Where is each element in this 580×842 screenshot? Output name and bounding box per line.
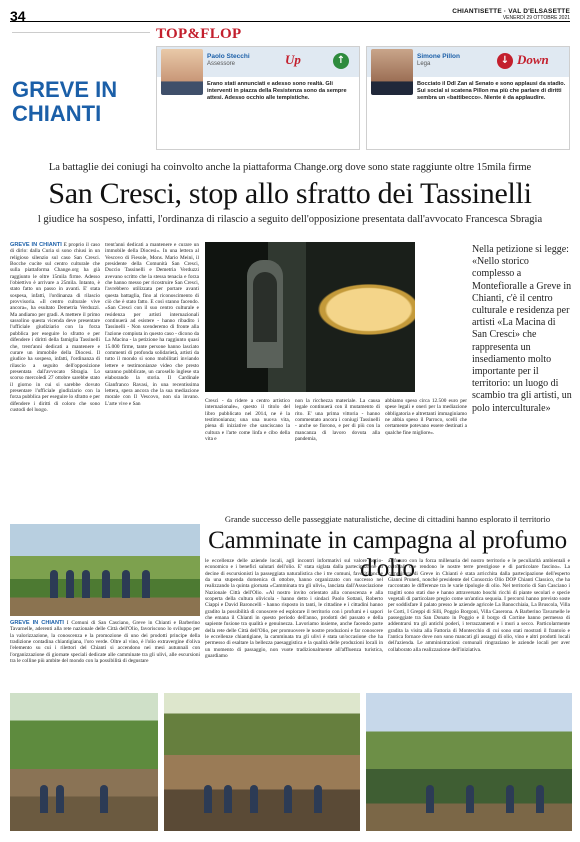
person-figure (142, 570, 150, 598)
person-name: Simone Pillon (417, 53, 460, 60)
article1-col3-text: Cresci - da ridere a centro artistico internazionale», questo il titolo del libro pubblicato nel 2014, ne è la testimonianza; una una nuova vita, piena di iniziative che sanciscano la cultura e l'arte come linfa e cibo della vita e (205, 398, 290, 443)
flop-card (366, 46, 570, 150)
publication-date: VENERDÌ 29 OTTOBRE 2021 (502, 15, 570, 21)
article1-col5-text: abbiamo speso circa 12.500 euro per spese legali e oneri per la mediazione obbligatoria e altrettanti immaginiamo ne abbia speso il Parroco, scelli che certamente potevano essere destinati a qualche fine migliore». (385, 398, 467, 436)
person-role: Assessore (207, 61, 236, 67)
person-figure (100, 785, 108, 813)
person-figure (224, 785, 232, 813)
portrait-photo (371, 49, 413, 95)
article2-col2-text: le eccellenze delle aziende locali, agli incontri informativi sul valore socio-economico e i benefici salutari dell'olio. E' stata siglata dalla partecipazione di decine di escursionisti la passeggiata naturalistica che i tre comuni, favoriti anche da una stupenda domenica di ottobre, hanno organizzato con successo nel realizzando la quinta giornata «Camminata tra gli ulivi», lanciata dall'Associazione Nazionale Città dell'Olio. «Al nostro invito orientato alla conoscenza e alla scoperta della cultura olivicola - hanno detto i sindaci Paolo Sottani, Roberto Ciappi e David Baroncelli - hanno risposto in tanti, le cittadine e i cittadini hanno gradito la possibilità di conoscere ed esplorare il territorio con i profumi e i sapori che emana il Chianti in questo periodo dell'anno, prodotti del passato e della sapiente fusione tra qualità e genuinezza. Lavoriamo insieme, anche facendo parte della rete delle Città dell'Olio, per promuovere le nostre produzioni e far conoscere le eccellenze chiantigiane, la camminata tra gli ulivi è stata un'occasione che ha permesso di esaltare la bellezza paesaggistica e la qualità delle produzioni locali in un momento di passaggio, non vuote tradizionalmente all'affluenza turistica, guardiamo (205, 558, 383, 660)
person-name: Paolo Stecchi (207, 53, 250, 60)
up-label: Up (285, 52, 301, 67)
title-amp: & (187, 26, 201, 42)
article1-column-4 (295, 398, 380, 508)
article1-col1-text: È proprio il caso di dirlo: dalla Curia si sono chiusi in un religioso silenzio sul caso San Cresci. Bocche cucite sul centro culturale che sulla piattaforma Change.org ha già raggiunto le oltre 15mila firme. Adesso l'obiettivo è arrivare a 25mila. Intanto, è stato fatto un passo in avanti. E' stata sospesa, infatti, l'ordinanza di rilascio provvisoria. «Il centro culturale vive ancora», ha esultato Demetria Verduzzi. Ma andiamo per gradi. (10, 242, 100, 318)
article2-column-2 (205, 558, 383, 690)
section-divider (12, 32, 150, 33)
section-heading (12, 78, 150, 150)
article1-column-3 (205, 398, 290, 508)
article2-col1-text: I Comuni di San Casciano, Greve in Chianti e Barberino Tavarnelle, aderenti alla rete nazionale delle Città dell'Olio, favoriscono lo sviluppo per la valorizzazione, la conoscenza e la promozione di uno dei prodotti principe della tradizione contadina chiantigiana, l'oro verde. Oltre al vino, è l'olio extravergine d'oliva l'elemento su cui i rilettori del Chianti si accendono nei mesi autunnali con l'organizzazione di giornate speciali dedicate alle camminate tra gli ulivi, alle escursioni tra le colline più ambite del mondo con la possibilità di degustare (10, 620, 200, 665)
top-flop-title (156, 26, 241, 43)
top-flop-box (156, 26, 570, 154)
article1-subhead: l giudice ha sospeso, infatti, l'ordinanza di rilascio a seguito dell'opposizione presentata dall'avvocato Francesca Sbragia (37, 214, 543, 225)
person-figure (50, 570, 58, 598)
article2-kicker: Grande successo delle passeggiate naturalistiche, decine di cittadini hanno esplorato il territorio (224, 514, 551, 524)
page-number: 34 (10, 8, 26, 24)
person-figure (204, 785, 212, 813)
arch-opening (253, 272, 277, 342)
person-figure (426, 785, 434, 813)
person-figure (506, 785, 514, 813)
olive-grove-group-photo (10, 524, 200, 616)
publication-name: CHIANTISETTE · VAL D'ELSASETTE (452, 8, 570, 15)
top-text: Erano stati annunciati e adesso sono realtà. Gli interventi in piazza della Resistenza sono da sempre attesi. Adesso occhio alle tempistiche. (207, 81, 347, 101)
article1-column-2 (105, 242, 199, 512)
dateline: GREVE IN CHIANTI (10, 620, 64, 626)
person-figure (66, 570, 74, 598)
arrow-down-icon: ↓ (497, 53, 513, 69)
article1-column-1 (10, 242, 100, 512)
person-figure (102, 570, 110, 598)
article2-col3-text: al futuro con la forza millenaria del nostro territorio e le peculiarità ambientali e culturali che rendono le nostre terre prestigiose e di particolare fascino». La camminata di Greve in Chianti è stata arricchita dalla partecipazione dell'esperto Gianni Pruneti, nonché presidente del Consorzio Olio DOP Chianti Classico, che ha raccontato le differenze tra le varie tipologie di olio. Nel territorio di San Casciano i tragitti sono stati due e hanno attraversato boschi ricchi di piante secolari e specie vegetali di particolare pregio come un'antica sequoia. I percorsi hanno previsto soste per soddisfare il palato presso le aziende agricole La Banocchiaia, La Bruscola, Villa le Corti, I Greppi di Silli, Poggio Borgoni, Villa Caserona. A Barberino Tavarnelle le passeggiate tra San Donato in Poggio e il borgo di Cortine hanno permesso di addentrarsi tra gli antichi poderi, i terrazzamenti e i muri a secco. Particolarmente gradita la visita alla Fattoria di Montecchio di cui sono stati mostrati il frantoio e l'antica fornace dove non sono mancati gli assaggi di olio, vino e altri prodotti locali dell'azienda. Le amministrazioni comunali ringraziano le aziende locali per aver collaborato alla realizzazione dell'iniziativa. (388, 558, 570, 653)
olive-trees-group-photo (164, 693, 360, 831)
person-figure (314, 785, 322, 813)
person-figure (250, 785, 258, 813)
section-title-line2: CHIANTI (12, 101, 102, 126)
article2-column-1 (10, 620, 200, 690)
title-flop: FLOP (200, 26, 242, 42)
article1-headline: San Cresci, stop allo sfratto dei Tassinelli (48, 177, 532, 210)
vineyard-walk-photo (10, 693, 158, 831)
san-cresci-photo (205, 242, 415, 392)
person-figure (536, 785, 544, 813)
top-card (156, 46, 360, 150)
article1-column-5 (385, 398, 467, 508)
person-figure (82, 570, 90, 598)
title-top: TOP (156, 26, 188, 42)
person-figure (56, 785, 64, 813)
person-figure (122, 570, 130, 598)
dateline: GREVE IN CHIANTI (10, 242, 62, 248)
person-figure (466, 785, 474, 813)
article2-column-3 (388, 558, 570, 690)
arrow-up-icon: ↑ (333, 53, 349, 69)
flop-text: Bocciato il Ddl Zan al Senato e sono applausi da stadio. Sui social si scatena Pillon ma più che parlare di diritti sembra un «battibecco». Niente è da applaudire. (417, 81, 566, 101)
masthead (452, 8, 570, 21)
article1-col2-text: trent'anni dedicati a mantenere e curare un immobile della Diocesi». In una lettera al Vescovo di Fiesole, Mons. Mario Meini, il presidente della Comunità San Cresci, Duccio Tassinelli e Demetria Verduzzi avevano scritto che la stessa tenacia e forza che hanno messo per ricostruire San Cresci, l'avrebbero utilizzata per portare avanti questa battaglia, fino al riconoscimento di ciò che è stato fatto. E così stanno facendo. «San Cresci con il suo centro culturale e residenza per artisti internazionali continuerà ad esistere - hanno ribadito i Tassinelli - Non scenderemo di fronte alla l'azione compiuta in questo caso - dicono da La Macina - la petizione ha raggiunto quasi 15.000 firme, tante persone hanno lasciato commenti di profonda solidarietà, artisti da tutto il mondo si sono mobilitati inviando lettere e testimonianze video che presto saranno pubblicate, un carosello inglese sta elaborando la storia. Il Cardinale Gianfranco Ravasi, in una recentissima lettera, spera ancora che la sua mediazione morale con Il Vescovo, non sia invano. L'arte vive e San (105, 242, 199, 407)
person-role: Lega (417, 61, 431, 67)
article1-col1-text2: A mettere il primo sassolino questa vicenda deve presentare l'ufficiale giudiziario con la forza pubblica per eseguire lo sfratto e per difendere i diritti della famiglia Tassinelli che, trent'anni dedicati a mantenere e curare un immobile della Diocesi. Il giudice ha sospeso, infatti, l'ordinanza di rilascio a seguito dell'opposizione presentata dall'avvocato Sbragia. Lo scorso mercoledì 27 ottobre sarebbe stato il giorno in cui si sarebbe dovuto presentare l'ufficiale giudiziario con la forza pubblica per eseguire lo sfratto e per difendere i diritti di coloro che sono custodi del luogo. (10, 311, 100, 413)
pull-quote: Nella petizione si legge: «Nello storico complesso a Montefioralle a Greve in Chianti, c'è il centro culturale e residenza per artisti «La Macina di San Cresci» che rappresenta un insediamento molto importante per il territorio: un luogo di scambio tra gli artisti, un polo interculturale» (472, 244, 572, 414)
section-title-line1: GREVE IN (12, 77, 118, 102)
article2-headline: Camminate in campagna al profumo d'olio (208, 527, 567, 582)
article1-col4-text: non la ricchezza materiale. La causa legale continuerà con il mutamento di rito. E' una prima vittoria - hanno commentato ancora i coniugi Tassinelli - anche se fiorono, e per di più con la mancanza di lavoro dovuta alla pandemia, (295, 398, 380, 443)
article1-kicker: La battaglie dei coniugi ha coinvolto anche la piattaforma Change.org dove sono state raggiunte oltre 15mila firme (48, 162, 532, 173)
portrait-photo (161, 49, 203, 95)
countryside-walkers-photo (366, 693, 572, 831)
person-figure (40, 785, 48, 813)
person-figure (284, 785, 292, 813)
page-header (10, 8, 570, 22)
down-label: Down (517, 52, 549, 67)
